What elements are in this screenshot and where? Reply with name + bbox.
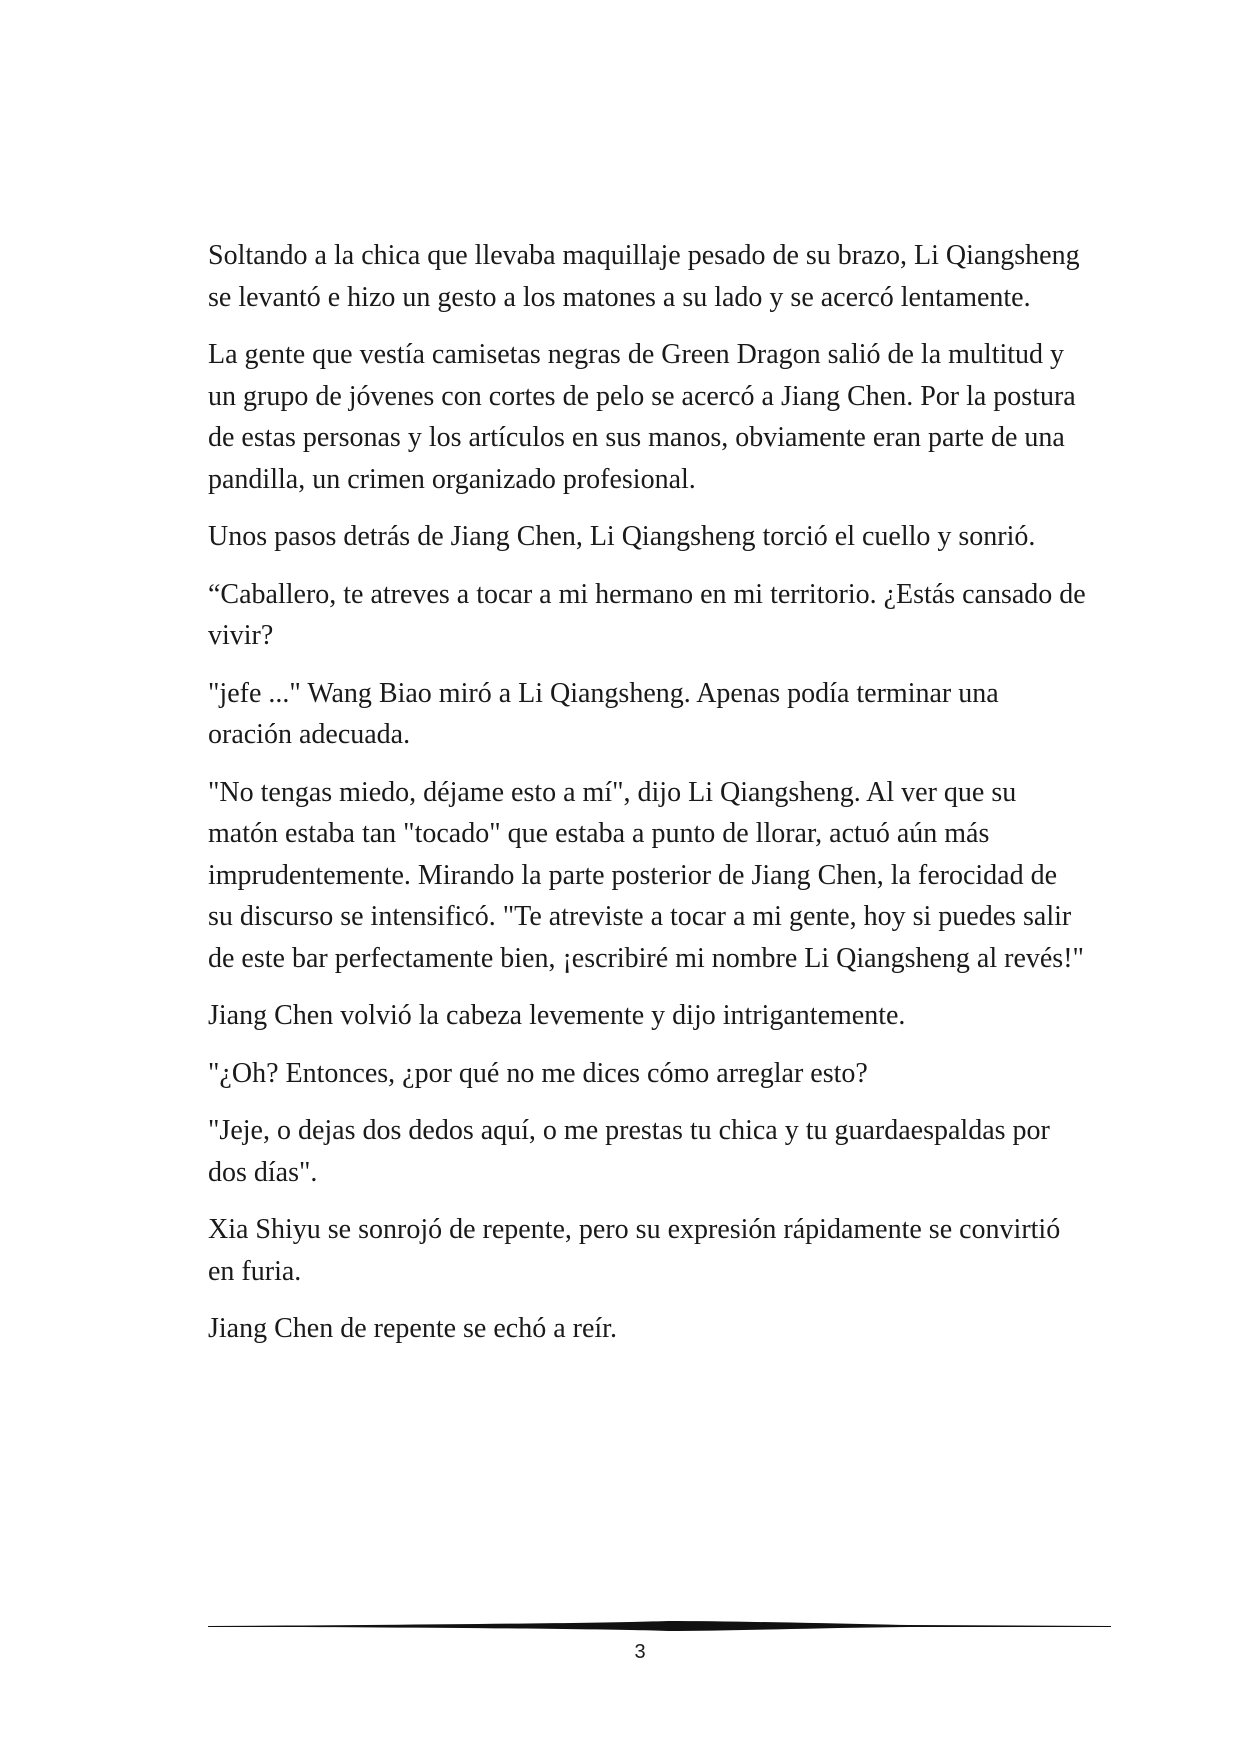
paragraph: “Caballero, te atreves a tocar a mi hermano en mi territorio. ¿Estás cansado de vivir?	[208, 578, 1086, 651]
paragraph: Jiang Chen volvió la cabeza levemente y dijo intrigantemente.	[208, 1000, 906, 1031]
paragraph: Jiang Chen de repente se echó a reír.	[208, 1313, 617, 1344]
paragraph: La gente que vestía camisetas negras de Green Dragon salió de la multitud y un grupo de jóvenes con cortes de pelo se acercó a Jiang Chen. Por la postura de estas personas y los artículos en sus manos, obviamente eran parte de una pandilla, un crimen organizado profesional.	[208, 339, 1076, 495]
paragraph: "Jeje, o dejas dos dedos aquí, o me prestas tu chica y tu guardaespaldas por dos días".	[208, 1115, 1050, 1188]
page-number: 3	[634, 1641, 646, 1663]
paragraph: Xia Shiyu se sonrojó de repente, pero su expresión rápidamente se convirtió en furia.	[208, 1214, 1061, 1287]
paragraph: "jefe ..." Wang Biao miró a Li Qiangsheng. Apenas podía terminar una oración adecuada.	[208, 677, 999, 750]
footer-divider	[208, 1620, 1111, 1632]
paragraph: Soltando a la chica que llevaba maquillaje pesado de su brazo, Li Qiangsheng se levantó e hizo un gesto a los matones a su lado y se acercó lentamente.	[208, 240, 1080, 313]
paragraph: Unos pasos detrás de Jiang Chen, Li Qiangsheng torció el cuello y sonrió.	[208, 521, 1036, 552]
paragraph: "No tengas miedo, déjame esto a mí", dijo Li Qiangsheng. Al ver que su matón estaba tan "tocado" que estaba a punto de llorar, actuó aún más imprudentemente. Mirando la parte posterior de Jiang Chen, la ferocidad de su discurso se intensificó. "Te atreviste a tocar a mi gente, hoy si puedes salir de este bar perfectamente bien, ¡escribiré mi nombre Li Qiangsheng al revés!"	[208, 776, 1084, 974]
paragraph: "¿Oh? Entonces, ¿por qué no me dices cómo arreglar esto?	[208, 1057, 868, 1089]
body-text	[208, 235, 1088, 1366]
